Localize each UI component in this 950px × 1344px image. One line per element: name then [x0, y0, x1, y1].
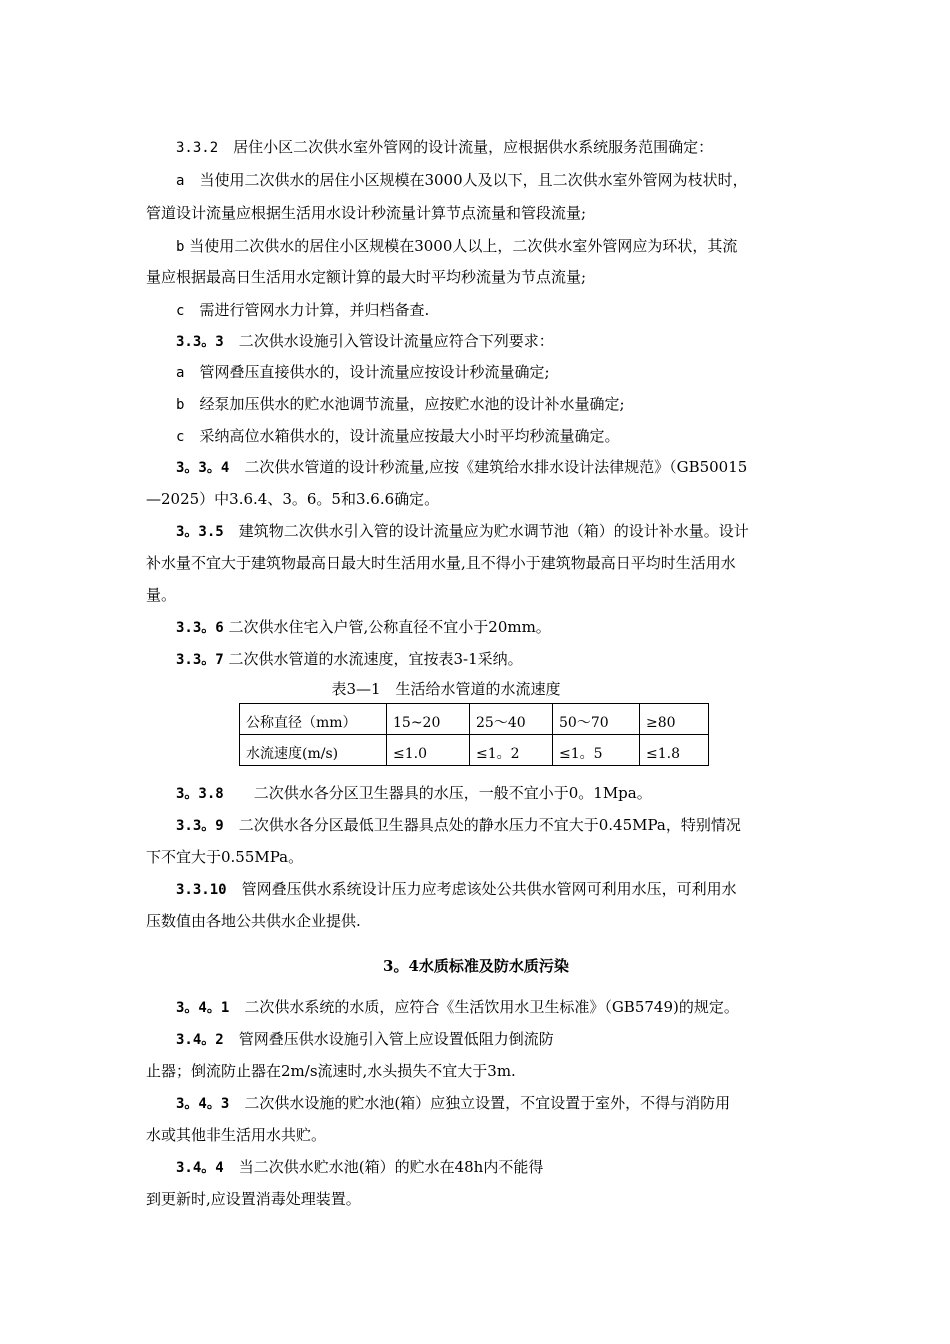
- paragraph-text: 二次供水住宅入户管,公称直径不宜小于20mm。: [228, 618, 551, 636]
- table-cell: 公称直径（mm）: [240, 704, 387, 735]
- paragraph-continuation: 止器；倒流防止器在2m/s流速时,水头损失不宜大于3m.: [146, 1062, 516, 1080]
- paragraph: [176, 644, 806, 675]
- paragraph-text: 管网叠压直接供水的，设计流量应按设计秒流量确定;: [199, 363, 550, 381]
- paragraph-continuation: 量。: [146, 586, 177, 604]
- clause-number: 3.3。9: [176, 818, 224, 834]
- clause-number: 3.3.10: [176, 882, 227, 898]
- paragraph: [176, 231, 806, 262]
- paragraph: [176, 452, 806, 483]
- clause-number: 3.3。6: [176, 620, 224, 636]
- paragraph: [176, 326, 806, 357]
- paragraph-text: 二次供水各分区最低卫生器具点处的静水压力不宜大于0.45MPa，特别情况: [238, 816, 741, 834]
- paragraph-continuation: 水或其他非生活用水共贮。: [146, 1126, 327, 1144]
- table-cell: ≤1.0: [387, 735, 470, 766]
- paragraph-text: 当使用二次供水的居住小区规模在3000人及以下，且二次供水室外管网为枝状时，: [199, 171, 748, 189]
- paragraph-text: 二次供水管道的设计秒流量,应按《建筑给水排水设计法律规范》（GB50015: [244, 458, 748, 476]
- clause-number: 3。3.8: [176, 786, 224, 802]
- clause-number: 3.4。4: [176, 1160, 224, 1176]
- paragraph: [176, 1152, 806, 1183]
- velocity-table: [239, 703, 709, 766]
- paragraph: [176, 295, 806, 326]
- paragraph-text: 二次供水设施的贮水池(箱）应独立设置，不宜设置于室外，不得与消防用: [244, 1094, 731, 1112]
- table-cell: ≤1.8: [640, 735, 709, 766]
- paragraph-text: 二次供水设施引入管设计流量应符合下列要求：: [238, 332, 554, 350]
- item-letter: b: [176, 239, 185, 255]
- paragraph: [176, 810, 806, 841]
- paragraph: [176, 165, 806, 196]
- paragraph-continuation: 下不宜大于0.55MPa。: [146, 848, 304, 866]
- table-cell: ≥80: [640, 704, 709, 735]
- paragraph-continuation: 量应根据最高日生活用水定额计算的最大时平均秒流量为节点流量;: [146, 268, 587, 286]
- paragraph: [176, 874, 806, 905]
- paragraph: [176, 516, 806, 547]
- paragraph-text: 当二次供水贮水池(箱）的贮水在48h内不能得: [238, 1158, 544, 1176]
- paragraph-continuation: 补水量不宜大于建筑物最高日最大时生活用水量,且不得小于建筑物最高日平均时生活用水: [146, 554, 736, 572]
- paragraph-continuation: 压数值由各地公共供水企业提供.: [146, 912, 361, 930]
- clause-number: 3.3.2: [176, 140, 219, 156]
- paragraph-continuation: 管道设计流量应根据生活用水设计秒流量计算节点流量和管段流量;: [146, 204, 587, 222]
- paragraph-text: 二次供水系统的水质，应符合《生活饮用水卫生标准》（GB5749)的规定。: [244, 998, 739, 1016]
- item-letter: a: [176, 365, 185, 381]
- paragraph: [176, 1024, 806, 1055]
- paragraph: [176, 612, 806, 643]
- item-letter: c: [176, 429, 185, 445]
- paragraph: [176, 389, 806, 420]
- paragraph: [176, 132, 806, 163]
- paragraph-continuation: —2025）中3.6.4、3。6。5和3.6.6确定。: [146, 490, 440, 508]
- paragraph-text: 二次供水各分区卫生器具的水压，一般不宜小于0。1Mpa。: [253, 784, 652, 802]
- paragraph: [176, 421, 806, 452]
- table-cell: ≤1。2: [470, 735, 553, 766]
- paragraph-text: 当使用二次供水的居住小区规模在3000人以上，二次供水室外管网应为环状，其流: [189, 237, 738, 255]
- paragraph-text: 管网叠压供水系统设计压力应考虑该处公共供水管网可利用水压，可利用水: [241, 880, 737, 898]
- clause-number: 3.4。2: [176, 1032, 224, 1048]
- paragraph-text: 采纳高位水箱供水的，设计流量应按最大小时平均秒流量确定。: [199, 427, 620, 445]
- section-heading: 3。4水质标准及防水质污染: [383, 957, 569, 975]
- paragraph-text: 经泵加压供水的贮水池调节流量，应按贮水池的设计补水量确定;: [199, 395, 625, 413]
- table-cell: 25～40: [470, 704, 553, 735]
- table-cell: 50～70: [553, 704, 640, 735]
- paragraph: [176, 778, 806, 809]
- clause-number: 3。4。1: [176, 1000, 230, 1016]
- table-caption: 表3—1 生活给水管道的水流速度: [331, 680, 561, 698]
- clause-number: 3.3。7: [176, 652, 224, 668]
- paragraph: [176, 992, 806, 1023]
- item-letter: c: [176, 303, 185, 319]
- paragraph: [176, 357, 806, 388]
- paragraph-continuation: 到更新时,应设置消毒处理装置。: [146, 1190, 361, 1208]
- paragraph: [176, 1088, 806, 1119]
- table-row: [240, 704, 709, 735]
- clause-number: 3.3。3: [176, 334, 224, 350]
- table-cell: 水流速度(m/s): [240, 735, 387, 766]
- paragraph-text: 管网叠压供水设施引入管上应设置低阻力倒流防: [238, 1030, 554, 1048]
- clause-number: 3。3。4: [176, 460, 230, 476]
- paragraph-text: 二次供水管道的水流速度，宜按表3-1采纳。: [228, 650, 523, 668]
- paragraph-text: 居住小区二次供水室外管网的设计流量，应根据供水系统服务范围确定：: [233, 138, 714, 156]
- item-letter: b: [176, 397, 185, 413]
- paragraph-text: 需进行管网水力计算，并归档备查.: [199, 301, 430, 319]
- clause-number: 3。3.5: [176, 524, 224, 540]
- table-row: [240, 735, 709, 766]
- clause-number: 3。4。3: [176, 1096, 230, 1112]
- table-cell: ≤1。5: [553, 735, 640, 766]
- table-cell: 15~20: [387, 704, 470, 735]
- item-letter: a: [176, 173, 185, 189]
- paragraph-text: 建筑物二次供水引入管的设计流量应为贮水调节池（箱）的设计补水量。设计: [238, 522, 749, 540]
